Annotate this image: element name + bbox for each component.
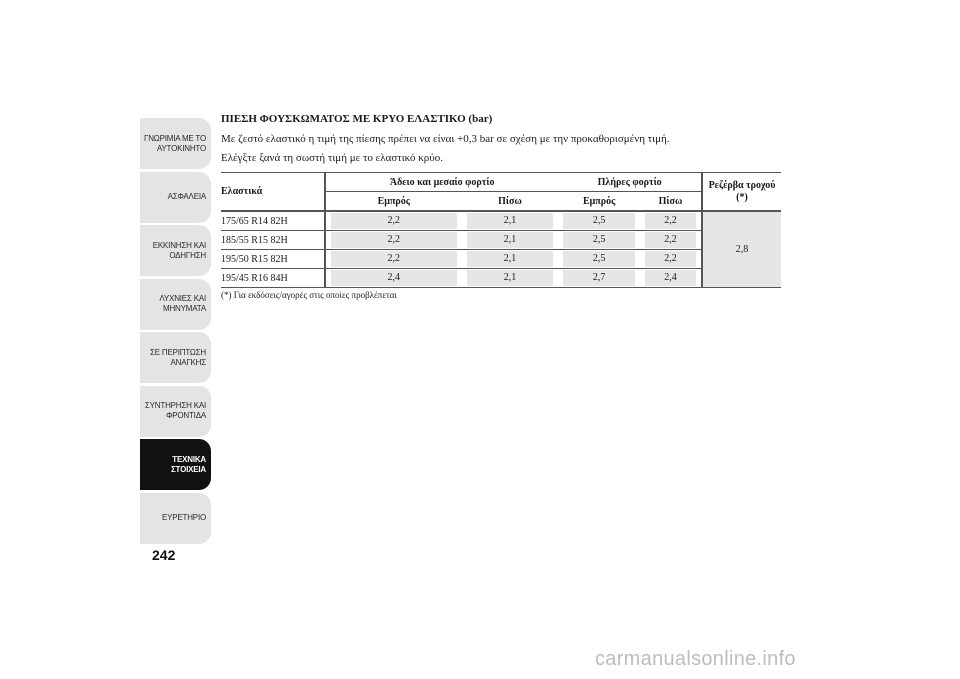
- tab-emergency[interactable]: ΣΕ ΠΕΡΙΠΤΩΣΗ ΑΝΑΓΚΗΣ: [140, 332, 211, 383]
- tab-safety[interactable]: ΑΣΦΑΛΕΙΑ: [140, 172, 211, 223]
- chapter-tabs: [140, 118, 211, 546]
- tab-getting-to-know[interactable]: ΓΝΩΡΙΜΙΑ ΜΕ ΤΟ ΑΥΤΟΚΙΝΗΤΟ: [140, 118, 211, 169]
- value-cell: [462, 231, 559, 250]
- value-cell: [462, 211, 559, 231]
- value-text: 2,5: [563, 232, 635, 248]
- watermark: carmanualsonline.info: [595, 648, 796, 670]
- tyre-size-cell: 185/55 R15 82H: [221, 231, 325, 250]
- table-row: [221, 211, 781, 231]
- value-text: 2,4: [331, 270, 457, 286]
- table-row: [221, 250, 781, 269]
- header-empty-load: Άδειο και μεσαίο φορτίο: [325, 173, 558, 192]
- value-cell: [558, 231, 640, 250]
- value-cell: [558, 269, 640, 288]
- value-cell: [462, 269, 559, 288]
- value-text: 2,1: [467, 251, 554, 267]
- value-cell: [640, 250, 702, 269]
- page-number: 242: [152, 547, 176, 563]
- section-title: ΠΙΕΣΗ ΦΟΥΣΚΩΜΑΤΟΣ ΜΕ ΚΡΥΟ ΕΛΑΣΤΙΚΟ (bar): [221, 113, 493, 125]
- value-text: 2,5: [563, 251, 635, 267]
- value-text: 2,2: [645, 213, 696, 229]
- value-text: 2,2: [331, 251, 457, 267]
- value-cell: [325, 231, 462, 250]
- tyre-size-cell: 175/65 R14 82H: [221, 211, 325, 231]
- subheader-full-rear: Πίσω: [640, 192, 702, 212]
- tyre-size-cell: 195/45 R16 84H: [221, 269, 325, 288]
- value-cell: [325, 211, 462, 231]
- value-text: 2,1: [467, 270, 554, 286]
- value-text: 2,2: [645, 251, 696, 267]
- value-text: 2,1: [467, 232, 554, 248]
- tab-technical-data[interactable]: ΤΕΧΝΙΚΑ ΣΤΟΙΧΕΙΑ: [140, 439, 211, 490]
- value-cell: [325, 250, 462, 269]
- value-text: 2,7: [563, 270, 635, 286]
- check-paragraph: Ελέγξτε ξανά τη σωστή τιμή με το ελαστικό κρύο.: [221, 152, 443, 164]
- header-full-load: Πλήρες φορτίο: [558, 173, 702, 192]
- value-cell: [640, 211, 702, 231]
- subheader-empty-rear: Πίσω: [462, 192, 559, 212]
- intro-paragraph: Με ζεστό ελαστικό η τιμή της πίεσης πρέπει να είναι +0,3 bar σε σχέση με την προκαθορισμένη τιμή.: [221, 133, 670, 145]
- table-footnote: (*) Για εκδόσεις/αγορές στις οποίες προβλέπεται: [221, 290, 397, 300]
- value-text: 2,1: [467, 213, 554, 229]
- value-text: 2,5: [563, 213, 635, 229]
- value-cell: [558, 211, 640, 231]
- spare-wheel-value: 2,8: [702, 211, 781, 288]
- value-text: 2,4: [645, 270, 696, 286]
- header-tyres: Ελαστικά: [221, 173, 325, 212]
- table-row: [221, 231, 781, 250]
- tab-maintenance[interactable]: ΣΥΝΤΗΡΗΣΗ ΚΑΙ ΦΡΟΝΤΙΔΑ: [140, 386, 211, 437]
- subheader-empty-front: Εμπρός: [325, 192, 462, 212]
- tab-index[interactable]: ΕΥΡΕΤΗΡΙΟ: [140, 493, 211, 544]
- value-cell: [325, 269, 462, 288]
- tab-starting-driving[interactable]: ΕΚΚΙΝΗΣΗ ΚΑΙ ΟΔΗΓΗΣΗ: [140, 225, 211, 276]
- value-cell: [640, 269, 702, 288]
- main-content: [221, 112, 781, 300]
- value-text: 2,2: [331, 232, 457, 248]
- value-cell: [640, 231, 702, 250]
- value-text: 2,2: [645, 232, 696, 248]
- tyre-pressure-table: [221, 172, 781, 288]
- table-row: [221, 269, 781, 288]
- subheader-full-front: Εμπρός: [558, 192, 640, 212]
- header-spare-wheel: Ρεζέρβα τροχού (*): [702, 173, 781, 212]
- value-cell: [462, 250, 559, 269]
- value-cell: [558, 250, 640, 269]
- value-text: 2,2: [331, 213, 457, 229]
- tyre-size-cell: 195/50 R15 82H: [221, 250, 325, 269]
- tab-warning-lights[interactable]: ΛΥΧΝΙΕΣ ΚΑΙ ΜΗΝΥΜΑΤΑ: [140, 279, 211, 330]
